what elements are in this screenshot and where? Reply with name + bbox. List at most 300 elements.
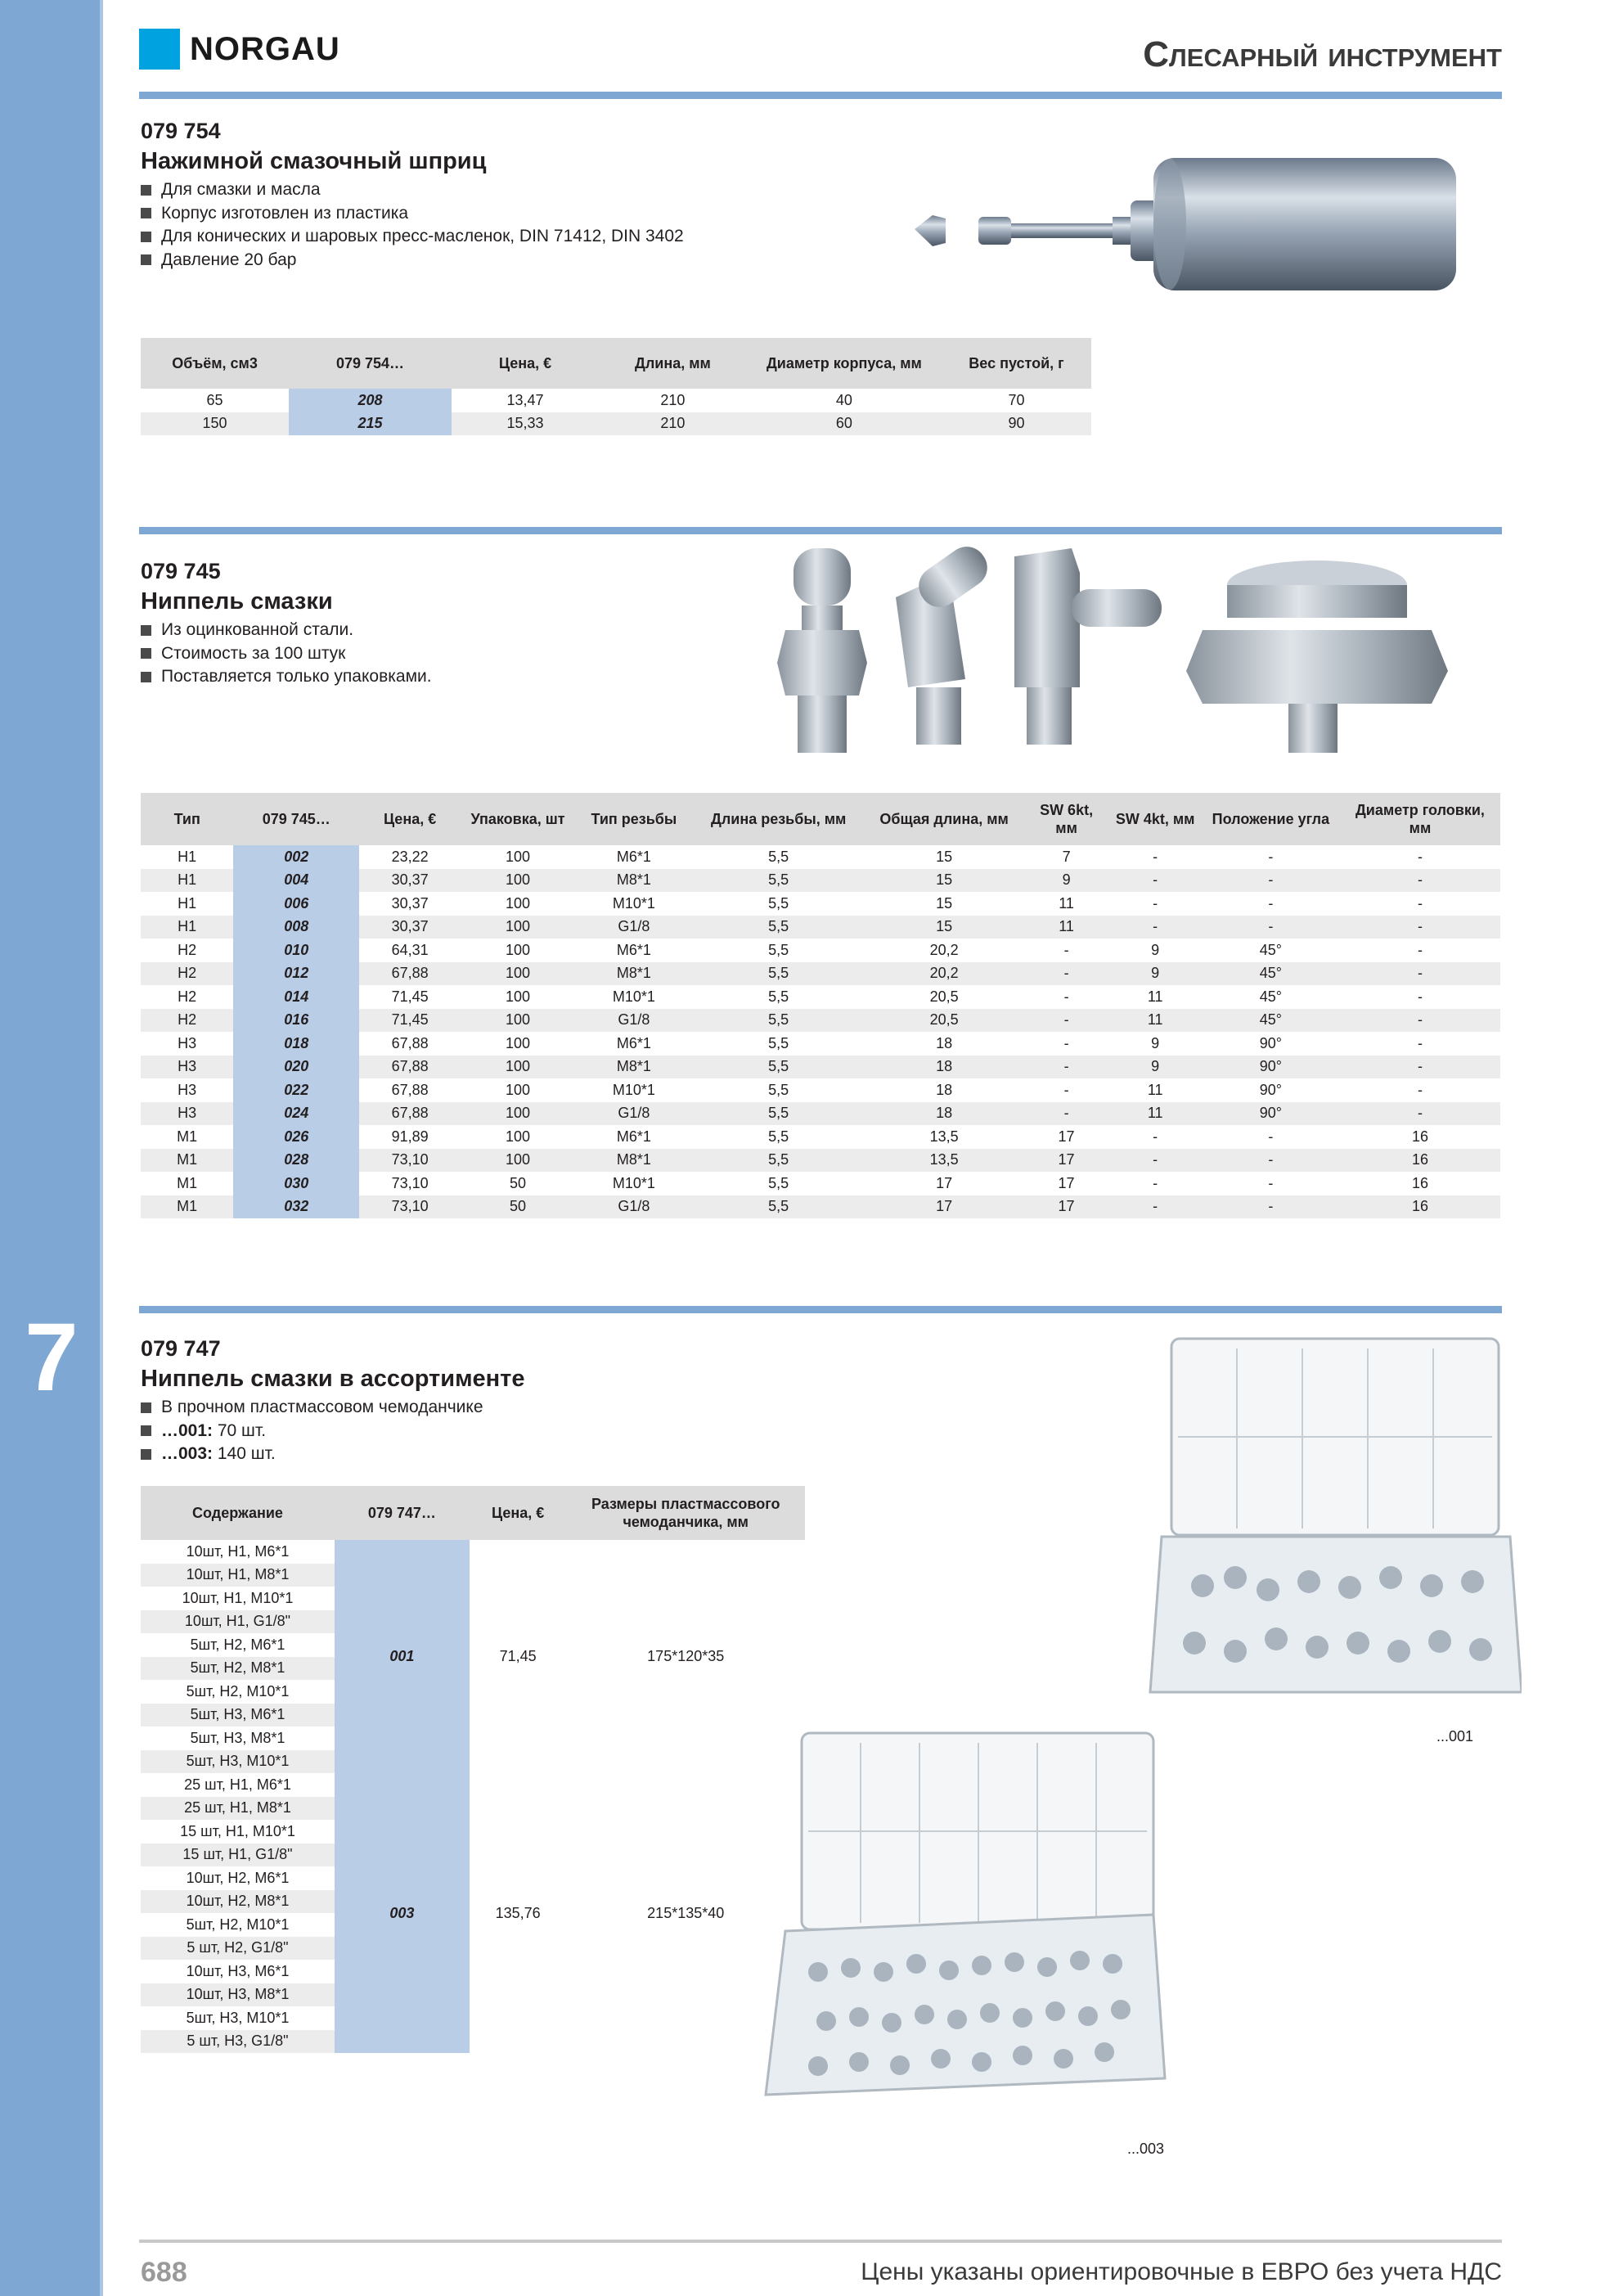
table-cell: 67,88 [359, 962, 461, 986]
table-cell: 11 [1147, 988, 1163, 1005]
column-header: Объём, см3 [141, 338, 289, 389]
table-cell: M8*1 [575, 869, 693, 893]
article-number-cell: 010 [233, 939, 359, 962]
content-cell: 10шт, H3, M6*1 [186, 1962, 290, 1979]
spec-table-079745 [141, 793, 1500, 1218]
table-cell: 100 [461, 1149, 575, 1173]
table-row [141, 869, 1500, 893]
table-cell: H3 [178, 1081, 197, 1098]
content-cell: 10шт, H2, M8*1 [141, 1890, 335, 1914]
table-row [141, 1773, 805, 1797]
price-cell: 71,45 [470, 1540, 567, 1773]
table-cell: 9 [1109, 1056, 1202, 1079]
section-code: 079 747 [141, 1336, 221, 1361]
table-cell: 67,88 [391, 1081, 429, 1098]
table-row [141, 412, 1091, 436]
table-cell: 9 [1151, 941, 1160, 958]
table-cell: 210 [660, 391, 686, 408]
table-row [141, 962, 1500, 986]
article-number-cell: 032 [233, 1195, 359, 1219]
table-cell: - [1340, 1102, 1500, 1126]
table-row [141, 1172, 1500, 1195]
table-cell: M10*1 [612, 988, 655, 1005]
content-cell: 10шт, H1, G1/8" [141, 1610, 335, 1634]
price-cell: 135,76 [470, 1773, 567, 2053]
table-cell: 17 [936, 1174, 953, 1191]
content-cell: 10шт, H3, M8*1 [141, 1983, 335, 2007]
grease-gun-photo [908, 151, 1464, 299]
table-cell: 5,5 [693, 1195, 865, 1219]
table-cell: M1 [177, 1128, 198, 1145]
table-cell: 11 [1024, 916, 1109, 939]
table-cell: - [1417, 894, 1423, 912]
article-number-cell: 014 [233, 985, 359, 1009]
table-cell: 100 [461, 916, 575, 939]
table-cell: - [1202, 1149, 1340, 1173]
table-row [141, 1125, 1500, 1149]
table-cell: 100 [461, 1102, 575, 1126]
side-strip [0, 0, 100, 2296]
table-cell: - [1202, 1195, 1340, 1219]
article-number-cell: 022 [233, 1078, 359, 1102]
table-cell: 5,5 [693, 1102, 865, 1126]
feature-item: Корпус изготовлен из пластика [141, 202, 684, 226]
table-header-row [141, 793, 1500, 845]
table-cell: 18 [936, 1034, 953, 1051]
table-cell: H2 [141, 962, 233, 986]
table-cell: G1/8 [575, 1009, 693, 1033]
table-cell: 73,10 [359, 1149, 461, 1173]
table-cell: 5,5 [693, 869, 865, 893]
table-cell: 11 [1109, 1009, 1202, 1033]
table-row [141, 389, 1091, 412]
table-cell: 90° [1202, 1056, 1340, 1079]
table-cell: 5,5 [768, 894, 789, 912]
table-cell: 9 [1151, 1034, 1160, 1051]
table-cell: M6*1 [616, 1034, 651, 1051]
feature-item: Для конических и шаровых пресс-масленок, DIN 71412, DIN 3402 [141, 225, 684, 249]
column-header: Цена, € [452, 338, 599, 389]
table-cell: 70 [1008, 391, 1025, 408]
logo-square-icon [139, 29, 180, 70]
table-cell: M6*1 [616, 941, 651, 958]
table-cell: G1/8 [575, 916, 693, 939]
article-number-cell: 208 [289, 389, 452, 412]
article-number-cell: 008 [233, 916, 359, 939]
article-number-cell: 024 [233, 1102, 359, 1126]
table-cell: - [1340, 869, 1500, 893]
table-cell: 100 [461, 962, 575, 986]
table-cell: - [1417, 848, 1423, 865]
table-cell: M6*1 [616, 1128, 651, 1145]
table-row [141, 939, 1500, 962]
table-cell: 65 [206, 391, 223, 408]
table-cell: 17 [1058, 1174, 1075, 1191]
table-cell: 15 [865, 869, 1024, 893]
column-header: Тип резьбы [575, 793, 693, 845]
table-cell: 67,88 [391, 1034, 429, 1051]
case-size-cell: 175*120*35 [566, 1540, 805, 1773]
section-079754 [141, 116, 684, 272]
table-cell: 7 [1062, 848, 1071, 865]
table-cell: 20,5 [929, 988, 959, 1005]
table-cell: 45° [1202, 962, 1340, 986]
column-header: Содержание [141, 1486, 335, 1540]
content-cell: 5шт, H3, M10*1 [141, 1750, 335, 1774]
table-cell: 40 [835, 391, 852, 408]
section-title: Ниппель смазки в ассортименте [141, 1366, 525, 1392]
feature-item-bold: …003: [161, 1444, 214, 1463]
table-cell: 17 [865, 1195, 1024, 1219]
table-cell: 5,5 [693, 1149, 865, 1173]
table-cell: 100 [506, 1128, 531, 1145]
table-cell: 90° [1259, 1034, 1282, 1051]
article-number-cell: 026 [233, 1125, 359, 1149]
table-cell: 91,89 [391, 1128, 429, 1145]
table-cell: - [1153, 848, 1158, 865]
column-header: Размеры пластмассового чемоданчика, мм [566, 1486, 805, 1540]
table-cell: 5,5 [768, 1128, 789, 1145]
table-cell: 20,5 [865, 1009, 1024, 1033]
table-cell: 30,37 [391, 894, 429, 912]
article-number-cell: 012 [233, 962, 359, 986]
content-cell: 25 шт, H1, M6*1 [184, 1776, 291, 1793]
table-cell: 5,5 [768, 1174, 789, 1191]
table-cell: 100 [461, 1009, 575, 1033]
table-cell: M6*1 [616, 848, 651, 865]
table-cell: M1 [141, 1195, 233, 1219]
table-cell: - [1024, 1102, 1109, 1126]
column-header: Диаметр головки, мм [1340, 793, 1500, 845]
article-number-cell: 003 [335, 1773, 470, 2053]
section-079745 [141, 556, 432, 689]
table-cell: - [1340, 962, 1500, 986]
table-cell: 11 [1109, 1102, 1202, 1126]
table-body [141, 389, 1091, 435]
table-cell: 100 [506, 941, 531, 958]
table-cell: H3 [141, 1056, 233, 1079]
table-cell: 45° [1259, 988, 1282, 1005]
table-body [141, 845, 1500, 1218]
page-number: 688 [141, 2257, 187, 2288]
brand-logo [139, 28, 340, 70]
table-cell: - [1202, 869, 1340, 893]
table-cell: - [1417, 1081, 1423, 1098]
table-row [141, 1195, 1500, 1219]
table-cell: 5,5 [768, 1034, 789, 1051]
grease-nipples-photo [777, 540, 1481, 761]
table-cell: 50 [461, 1195, 575, 1219]
feature-item-bold: …001: [161, 1420, 214, 1440]
table-cell: - [1109, 869, 1202, 893]
column-header: Упаковка, шт [461, 793, 575, 845]
table-cell: - [1063, 988, 1069, 1005]
table-cell: 9 [1109, 962, 1202, 986]
table-cell: - [1024, 962, 1109, 986]
feature-list [141, 1396, 525, 1466]
content-cell: 15 шт, H1, M10*1 [180, 1822, 295, 1839]
page-title: Слесарный инструмент [1143, 34, 1502, 74]
table-cell: 5,5 [693, 1056, 865, 1079]
table-cell: - [1153, 1128, 1158, 1145]
table-cell: 9 [1024, 869, 1109, 893]
photo-caption: ...001 [1436, 1728, 1474, 1745]
table-cell: 100 [506, 894, 531, 912]
table-cell: 73,10 [359, 1195, 461, 1219]
feature-item [141, 1443, 525, 1466]
table-cell: M8*1 [575, 1149, 693, 1173]
table-cell: H3 [141, 1102, 233, 1126]
table-cell: 18 [865, 1056, 1024, 1079]
table-cell: 20,2 [865, 962, 1024, 986]
table-cell: 17 [1024, 1149, 1109, 1173]
table-cell: 45° [1259, 941, 1282, 958]
table-cell: 16 [1340, 1149, 1500, 1173]
article-number-cell: 002 [233, 845, 359, 869]
content-cell: 5шт, H3, M6*1 [141, 1704, 335, 1727]
table-cell: 60 [747, 412, 942, 436]
table-cell: 15,33 [452, 412, 599, 436]
column-header: SW 4kt, мм [1109, 793, 1202, 845]
column-header: Цена, € [359, 793, 461, 845]
table-cell: - [1268, 848, 1274, 865]
table-cell: 18 [865, 1102, 1024, 1126]
table-cell: 5,5 [693, 962, 865, 986]
case-size-cell: 215*135*40 [566, 1773, 805, 2053]
feature-item: Из оцинкованной стали. [141, 619, 432, 642]
table-cell: - [1417, 941, 1423, 958]
article-number-cell: 001 [335, 1540, 470, 1773]
table-cell: 20,2 [929, 941, 959, 958]
table-cell: 100 [506, 1034, 531, 1051]
table-cell: 5,5 [768, 988, 789, 1005]
table-cell: 5,5 [693, 1009, 865, 1033]
table-cell: 100 [461, 869, 575, 893]
brand-name: NORGAU [190, 30, 340, 67]
table-cell: 5,5 [768, 848, 789, 865]
table-row [141, 1009, 1500, 1033]
article-number-cell: 020 [233, 1056, 359, 1079]
table-cell: - [1109, 1195, 1202, 1219]
table-row [141, 892, 1500, 916]
table-cell: 13,5 [865, 1149, 1024, 1173]
table-cell: - [1153, 894, 1158, 912]
article-number-cell: 028 [233, 1149, 359, 1173]
feature-item-text: 70 шт. [213, 1420, 267, 1440]
column-header: Общая длина, мм [865, 793, 1024, 845]
table-cell: H1 [178, 848, 197, 865]
table-cell: - [1153, 1174, 1158, 1191]
article-number-cell: 018 [233, 1032, 359, 1056]
table-cell: - [1268, 1174, 1274, 1191]
content-cell: 5шт, H2, M8*1 [141, 1657, 335, 1681]
table-cell: H1 [141, 916, 233, 939]
footer-note: Цены указаны ориентировочные в ЕВРО без учета НДС [861, 2258, 1502, 2285]
section-title: Нажимной смазочный шприц [141, 148, 487, 174]
table-cell: - [1024, 1009, 1109, 1033]
table-row [141, 1540, 805, 1564]
column-header: Тип [141, 793, 233, 845]
article-number-cell: 004 [233, 869, 359, 893]
table-cell: 45° [1202, 1009, 1340, 1033]
table-cell: - [1202, 916, 1340, 939]
feature-item: Стоимость за 100 штук [141, 642, 432, 666]
article-number-cell: 016 [233, 1009, 359, 1033]
article-number-cell: 030 [233, 1172, 359, 1195]
table-cell: - [1268, 1128, 1274, 1145]
table-cell: 90° [1259, 1081, 1282, 1098]
table-cell: 17 [1024, 1195, 1109, 1219]
table-cell: 71,45 [391, 988, 429, 1005]
content-cell: 15 шт, H1, G1/8" [141, 1844, 335, 1867]
content-cell: 10шт, H1, M8*1 [141, 1564, 335, 1587]
column-header: SW 6kt, мм [1024, 793, 1109, 845]
table-cell: 23,22 [391, 848, 429, 865]
table-row [141, 1149, 1500, 1173]
table-cell: 15 [936, 894, 953, 912]
section-code: 079 754 [141, 119, 221, 143]
table-cell: M10*1 [612, 894, 655, 912]
table-cell: 90 [942, 412, 1091, 436]
content-cell: 5 шт, H2, G1/8" [141, 1937, 335, 1961]
side-strip-line [100, 0, 103, 2296]
table-cell: 100 [506, 1081, 531, 1098]
table-cell: - [1063, 1081, 1069, 1098]
table-row [141, 985, 1500, 1009]
content-cell: 5шт, H3, M10*1 [186, 2009, 290, 2026]
table-cell: 67,88 [359, 1056, 461, 1079]
content-cell: 10шт, H1, M10*1 [182, 1589, 294, 1606]
table-cell: - [1063, 1034, 1069, 1051]
table-cell: 15 [936, 848, 953, 865]
table-cell: - [1024, 1056, 1109, 1079]
table-cell: 30,37 [359, 869, 461, 893]
table-cell: 17 [1058, 1128, 1075, 1145]
table-cell: - [1109, 916, 1202, 939]
table-cell: - [1340, 916, 1500, 939]
content-cell: 25 шт, H1, M8*1 [141, 1797, 335, 1821]
table-cell: 64,31 [391, 941, 429, 958]
table-cell: 73,10 [391, 1174, 429, 1191]
table-cell: H3 [178, 1034, 197, 1051]
table-cell: H1 [178, 894, 197, 912]
table-cell: 11 [1147, 1081, 1163, 1098]
assortment-case-001-photo [1145, 1332, 1522, 1713]
feature-item: Для смазки и масла [141, 178, 684, 202]
feature-item: Давление 20 бар [141, 249, 684, 272]
assortment-case-003-photo [761, 1727, 1170, 2103]
table-cell: 11 [1059, 894, 1074, 912]
table-body [141, 1540, 805, 2053]
content-cell: 10шт, H2, M6*1 [186, 1869, 290, 1886]
table-cell: 50 [510, 1174, 527, 1191]
table-row [141, 916, 1500, 939]
feature-list [141, 619, 432, 689]
column-header: Длина резьбы, мм [693, 793, 865, 845]
table-cell: G1/8 [575, 1102, 693, 1126]
table-cell: 210 [599, 412, 747, 436]
table-cell: M8*1 [575, 1056, 693, 1079]
section-079747 [141, 1334, 525, 1466]
content-cell: 5шт, H2, M10*1 [186, 1916, 290, 1933]
feature-item: Поставляется только упаковками. [141, 665, 432, 689]
feature-item-text: 140 шт. [213, 1444, 276, 1463]
column-header: 079 754… [289, 338, 452, 389]
table-cell: 13,47 [506, 391, 544, 408]
section-code: 079 745 [141, 559, 221, 583]
table-cell: H2 [178, 988, 197, 1005]
table-cell: M8*1 [575, 962, 693, 986]
table-cell: M1 [177, 1174, 198, 1191]
section-rule [139, 1306, 1502, 1313]
table-header-row [141, 338, 1091, 389]
table-cell: - [1268, 894, 1274, 912]
column-header: Положение угла [1202, 793, 1340, 845]
table-cell: 5,5 [768, 1081, 789, 1098]
feature-item: В прочном пластмассовом чемоданчике [141, 1396, 525, 1420]
content-cell: 10шт, H1, M6*1 [186, 1542, 290, 1560]
table-row [141, 1032, 1500, 1056]
section-rule [139, 527, 1502, 534]
table-cell: H2 [178, 941, 197, 958]
footer-rule [139, 2240, 1502, 2243]
table-cell: - [1340, 1009, 1500, 1033]
spec-table-079747 [141, 1486, 805, 2053]
column-header: Цена, € [470, 1486, 567, 1540]
spec-table-079754 [141, 338, 1091, 435]
table-cell: G1/8 [575, 1195, 693, 1219]
header-rule [139, 92, 1502, 99]
column-header: Длина, мм [599, 338, 747, 389]
table-cell: H2 [141, 1009, 233, 1033]
table-cell: 16 [1411, 1128, 1428, 1145]
table-cell: 100 [506, 988, 531, 1005]
table-cell: 30,37 [359, 916, 461, 939]
table-row [141, 1056, 1500, 1079]
table-cell: 18 [936, 1081, 953, 1098]
table-cell: M1 [141, 1149, 233, 1173]
table-cell: H1 [141, 869, 233, 893]
photo-caption: ...003 [1127, 2141, 1165, 2157]
table-cell: - [1417, 988, 1423, 1005]
table-cell: 100 [461, 1056, 575, 1079]
table-cell: 90° [1202, 1102, 1340, 1126]
content-cell: 5шт, H2, M10*1 [186, 1682, 290, 1699]
article-number-cell: 006 [233, 892, 359, 916]
table-cell: M10*1 [612, 1081, 655, 1098]
article-number-cell: 215 [289, 412, 452, 436]
column-header: 079 747… [335, 1486, 470, 1540]
table-cell: 13,5 [929, 1128, 959, 1145]
table-cell: - [1417, 1034, 1423, 1051]
chapter-number: 7 [25, 1303, 79, 1411]
table-cell: 15 [865, 916, 1024, 939]
table-cell: 5,5 [693, 916, 865, 939]
column-header: Вес пустой, г [942, 338, 1091, 389]
column-header: 079 745… [233, 793, 359, 845]
table-cell: M10*1 [612, 1174, 655, 1191]
table-cell: 71,45 [359, 1009, 461, 1033]
table-cell: 16 [1411, 1174, 1428, 1191]
table-cell: 100 [506, 848, 531, 865]
feature-list [141, 178, 684, 272]
table-cell: 67,88 [359, 1102, 461, 1126]
table-cell: - [1340, 1056, 1500, 1079]
table-row [141, 1078, 1500, 1102]
content-cell: 5 шт, H3, G1/8" [141, 2030, 335, 2054]
column-header: Диаметр корпуса, мм [747, 338, 942, 389]
table-header-row [141, 1486, 805, 1540]
